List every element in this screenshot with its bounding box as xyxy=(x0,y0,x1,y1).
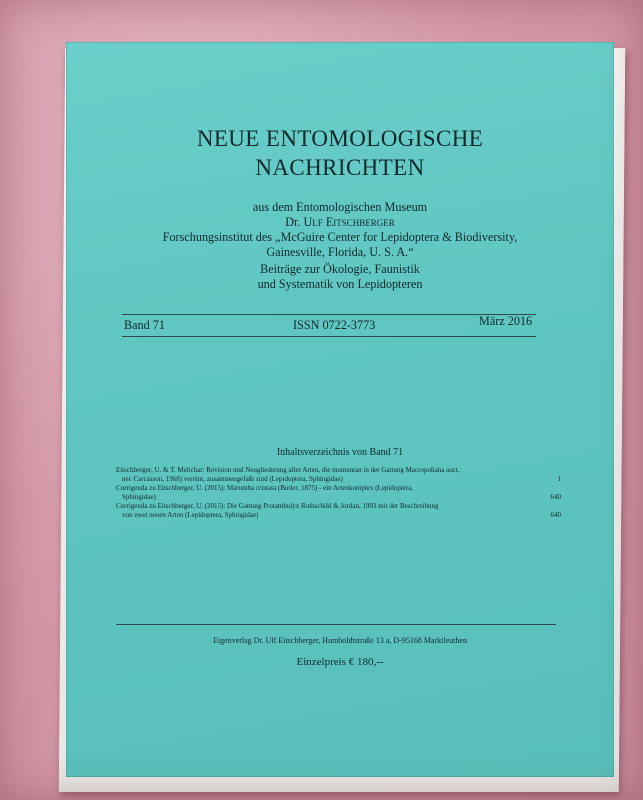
toc-entry-line-1: Corrigenda zu Eitschberger, U. (2015): Marumba cristata (Butler, 1875) - ein Artenkomplex (Lepidoptera, xyxy=(116,484,414,492)
issue-date: März 2016 xyxy=(479,314,533,328)
toc-entry-page: 640 xyxy=(550,511,561,519)
origin-line: aus dem Entomologischen Museum xyxy=(252,200,428,214)
toc-entry-page: 1 xyxy=(557,475,561,483)
toc-entry-line-1: Corrigenda zu Eitschberger, U. (2015): Die Gattung Protambulyx Rothschild & Jordan, 1903 mit der Beschreibung xyxy=(116,502,439,510)
journal-title-line-2: NACHRICHTEN xyxy=(255,155,425,180)
journal-title-line-1: NEUE ENTOMOLOGISCHE xyxy=(196,126,484,151)
toc-entry-line-2: von zwei neuen Arten (Lepidoptera, Sphingidae) xyxy=(122,511,259,519)
table-of-contents xyxy=(116,466,561,520)
institute-line-1: Forschungsinstitut des „McGuire Center for Lepidoptera & Biodiversity, xyxy=(162,230,518,244)
toc-entry xyxy=(116,484,561,502)
director-line xyxy=(66,215,614,230)
director-name: Ulf Eitschberger xyxy=(303,215,395,229)
band-number: Band 71 xyxy=(124,318,165,332)
topics-line-2: und Systematik von Lepidopteren xyxy=(257,277,423,291)
journal-title xyxy=(66,124,614,182)
toc-entry-line-1: Eitschberger, U. & T. Melichar: Revision und Neugliederung aller Arten, die momentan in der Gattung Macropoliana auct. xyxy=(116,466,460,474)
issn-number: ISSN 0722-3773 xyxy=(293,318,376,332)
publisher-line: Eigenverlag Dr. Ulf Eitschberger, Humboldtstraße 13 a, D-95168 Marktleuthen xyxy=(213,636,467,645)
toc-entry-page: 640 xyxy=(550,493,561,501)
topics-line-1: Beiträge zur Ökologie, Faunistik xyxy=(260,262,420,276)
director-prefix: Dr. xyxy=(285,215,304,229)
toc-entry xyxy=(116,466,561,484)
journal-topics xyxy=(66,262,614,292)
toc-entry-line-2: nec Carcasson, 1968) vereint, zusammengefaßt sind (Lepidoptera, Sphingidae) xyxy=(122,475,343,483)
price-line: Einzelpreis € 180,-- xyxy=(296,656,384,668)
toc-heading: Inhaltsverzeichnis von Band 71 xyxy=(276,447,404,458)
book-cover xyxy=(66,42,614,777)
footer-rule xyxy=(116,624,556,625)
journal-subtitle xyxy=(66,200,614,260)
institute-line-2: Gainesville, Florida, U. S. A.“ xyxy=(266,245,414,259)
toc-entry xyxy=(116,502,561,520)
issue-rule-top xyxy=(122,314,536,315)
issue-rule-bottom xyxy=(122,336,536,337)
toc-entry-line-2: Sphingidae) xyxy=(122,493,156,501)
